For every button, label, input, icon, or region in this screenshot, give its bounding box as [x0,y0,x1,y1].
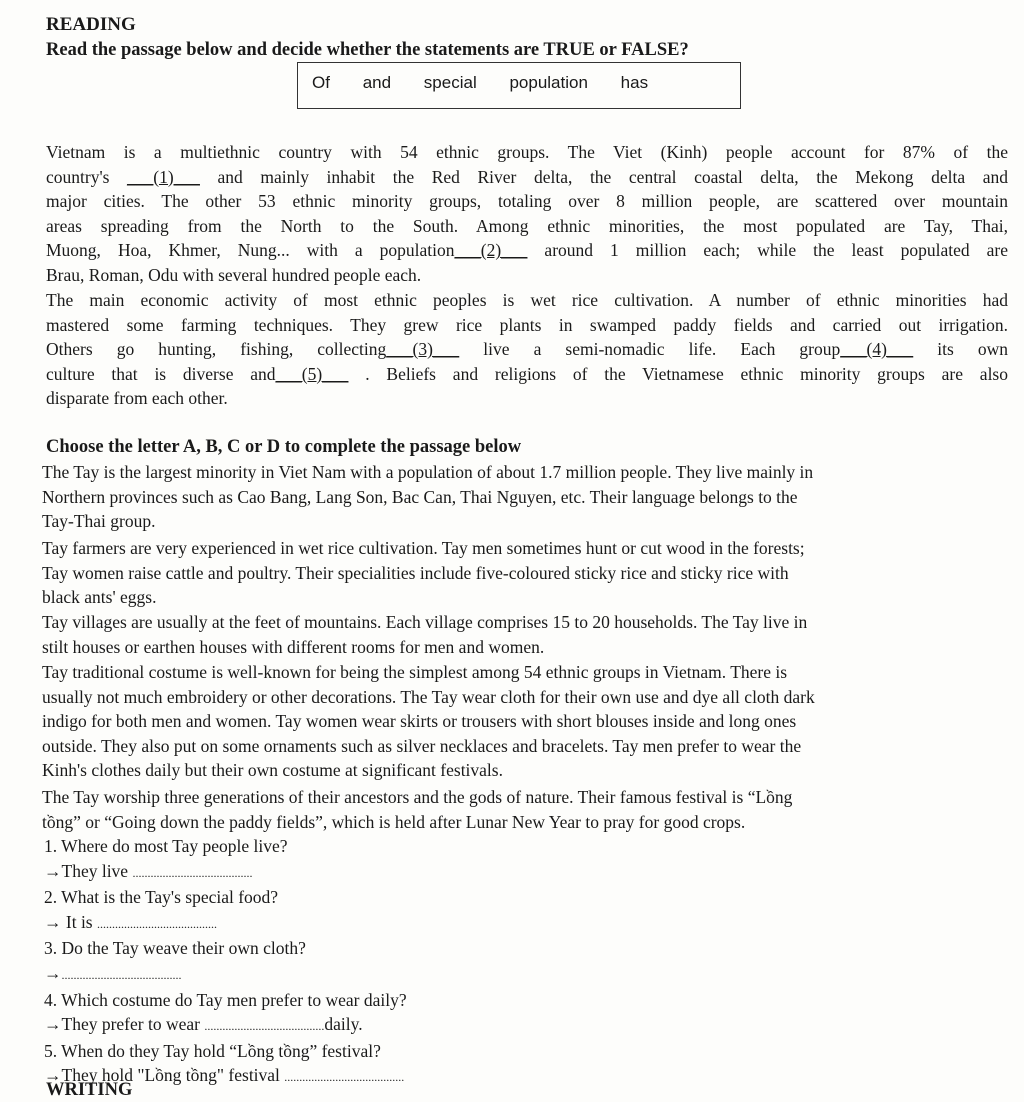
question-1: 1. Where do most Tay people live? [44,836,288,856]
answer-suffix: daily. [324,1014,363,1035]
passage-line [46,337,1008,362]
word-bank-word: Of [312,73,330,92]
question-3: 3. Do the Tay weave their own cloth? [44,938,306,959]
passage-line: mastered some farming techniques. They grew rice plants in swamped paddy fields and carried out irrigation. [46,314,1008,335]
line-text: Muong, Hoa, Khmer, Nung... with a population [46,240,455,261]
passage-line: Kinh's clothes daily but their own costume at significant festivals. [42,760,503,781]
passage-line: major cities. The other 53 ethnic minority groups, totaling over 8 million people, are scattered over mountain [46,191,1008,212]
line-text: country's [46,166,128,187]
tay-paragraph-population [42,460,1008,534]
passage-line: usually not much embroidery or other decorations. The Tay wear cloth for their own use and dye all cloth dark [42,686,815,707]
passage-line: black ants' eggs. [42,587,157,608]
word-bank-word: and [362,73,392,92]
passage-line: disparate from each other. [46,388,228,409]
passage-line: The Tay is the largest minority in Viet Nam with a population of about 1.7 million people. They live mainly in [42,462,814,482]
passage-line: stilt houses or earthen houses with different rooms for men and women. [42,636,545,657]
answer-line-1 [44,859,407,886]
passage-line [46,165,1008,190]
passage-line: The main economic activity of most ethnic peoples is wet rice cultivation. A number of ethnic minorities had [46,290,1008,310]
writing-heading: WRITING [46,1080,133,1100]
question-4: 4. Which costume do Tay men prefer to wear daily? [44,989,407,1010]
tay-paragraph-villages [42,610,1008,659]
blank-4: ___(4)___ [840,339,914,360]
passage-paragraph-1 [46,140,1008,288]
passage-paragraph-2 [46,288,1008,411]
answer-line-2 [44,910,407,937]
answer-line-3 [44,961,407,988]
passage-line: Tay farmers are very experienced in wet rice cultivation. Tay men sometimes hunt or cut wood in the forests; [42,538,805,558]
reading-heading: READING [46,14,136,35]
passage-line: Brau, Roman, Odu with several hundred people each. [46,264,422,285]
passage-line: Tay traditional costume is well-known for being the simplest among 54 ethnic groups in Vietnam. There is [42,662,788,682]
tay-paragraph-festival [42,785,1008,834]
answer-prompt: → It is [44,911,97,932]
tay-paragraph-costume [42,660,1008,783]
passage-line: Vietnam is a multiethnic country with 54 ethnic groups. The Viet (Kinh) people account for 87% of the [46,142,1008,162]
line-text: and mainly inhabit the Red River delta, the central coastal delta, the Mekong delta and [199,166,1008,187]
answer-blank[interactable]: ........................................ [132,865,253,880]
passage-line [46,362,1008,387]
answer-blank[interactable]: ........................................ [284,1070,405,1085]
passage-line [46,238,1008,263]
passage-line: The Tay worship three generations of their ancestors and the gods of nature. Their famous festival is “Lồng [42,787,793,807]
answer-blank[interactable]: ........................................ [204,1019,325,1034]
passage-line: Tay villages are usually at the feet of mountains. Each village comprises 15 to 20 households. The Tay live in [42,612,808,632]
answer-line-4 [44,1012,407,1039]
word-bank-word: population [509,73,588,92]
line-text: Others go hunting, fishing, collecting [46,339,387,360]
answer-prompt: → [44,962,62,983]
word-bank-word: special [423,73,477,92]
answer-prompt: →They live [44,860,133,881]
passage-line: Tay women raise cattle and poultry. Their specialities include five-coloured sticky rice and sticky rice with [42,562,789,583]
word-bank-box [297,62,741,109]
true-false-instruction: Read the passage below and decide whether the statements are TRUE or FALSE? [46,40,689,60]
passage-line: Northern provinces such as Cao Bang, Lang Son, Bac Can, Thai Nguyen, etc. Their language belongs to the [42,486,798,507]
passage-line: outside. They also put on some ornaments such as silver necklaces and bracelets. Tay men prefer to wear the [42,735,802,756]
answer-prompt: →They hold "Lồng tồng" festival [44,1065,285,1086]
blank-5: ___(5)___ [275,363,349,384]
blank-1: ___(1)___ [127,166,200,187]
line-text: its own [913,339,1008,360]
answer-prompt: →They prefer to wear [44,1014,205,1035]
passage-line: indigo for both men and women. Tay women wear skirts or trousers with short blouses inside and long ones [42,711,797,732]
line-text: live a semi-nomadic life. Each group [459,339,841,360]
answer-blank[interactable]: ........................................ [97,916,217,931]
line-text: . Beliefs and religions of the Vietnamese ethnic minority groups are also [348,363,1008,384]
passage-line: Tay-Thai group. [42,511,156,532]
line-text: around 1 million each; while the least populated are [527,240,1008,261]
question-2: 2. What is the Tay's special food? [44,887,279,908]
passage-line: areas spreading from the North to the South. Among ethnic minorities, the most populated are Tay, Thai, [46,215,1008,236]
questions-list [44,834,407,1090]
passage-line: tồng” or “Going down the paddy fields”, which is held after Lunar New Year to pray for good crops. [42,811,746,832]
word-bank-word: has [620,73,649,92]
blank-2: ___(2)___ [454,240,528,261]
tay-paragraph-farming [42,536,1008,610]
blank-3: ___(3)___ [386,339,460,360]
question-5: 5. When do they Tay hold “Lồng tồng” festival? [44,1040,381,1061]
line-text: culture that is diverse and [46,363,276,384]
answer-blank[interactable]: ........................................ [61,967,182,982]
multiple-choice-instruction: Choose the letter A, B, C or D to complete the passage below [46,437,522,457]
